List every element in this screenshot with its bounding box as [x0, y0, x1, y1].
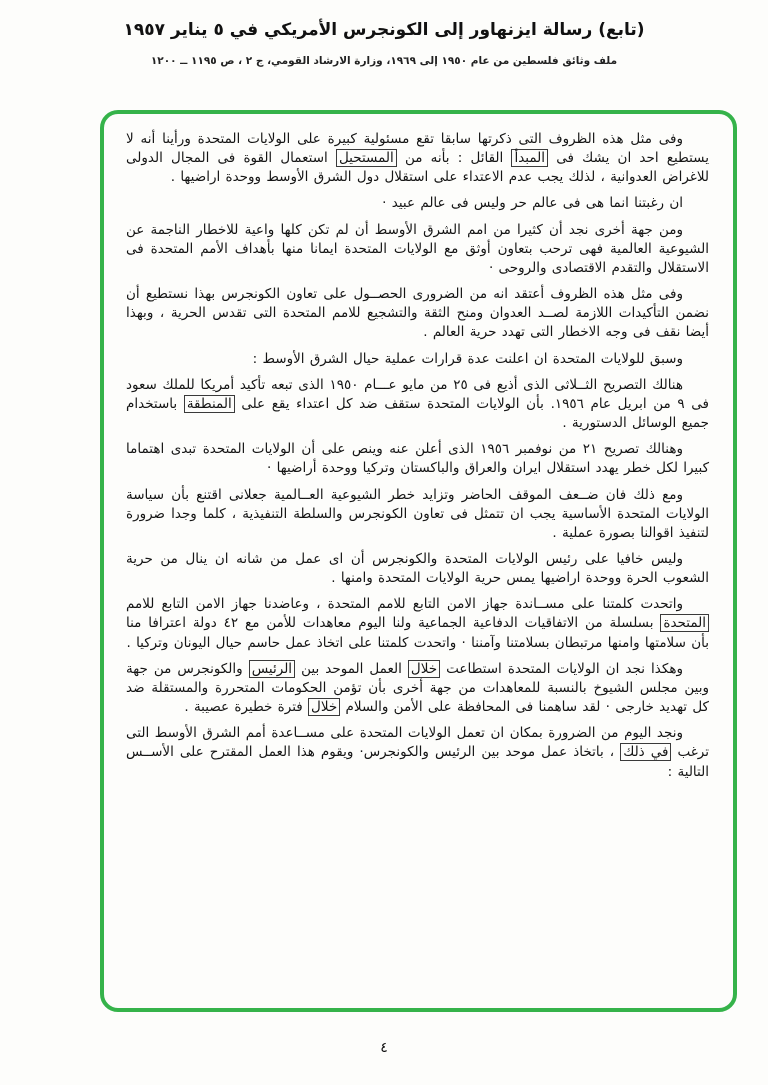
paragraph-text: استعمال القوة فى المجال الدولى للاغراض العدوانية ، لذلك يجب عدم الاعتداء على استقلال دول الشرق الأوسط ووحدة اراضيها . — [126, 150, 709, 186]
paragraph-text: بسلسلة من الاتفاقيات الدفاعية الجماعية ولنا اليوم معاهدات للأمن مع ٤٢ دولة اعترافا منا بأن سلامتها وامنها مرتبطان بسلامتنا وآمننا · واتحدت كلمتنا على اتخاذ عمل حاسم حيال اليونان وتركيا . — [126, 615, 709, 651]
paragraph-text: واتحدت كلمتنا على مســاندة جهاز الامن التابع للامم المتحدة ، وعاضدنا جهاز الامن التابع للامم — [126, 596, 683, 613]
paragraph — [126, 724, 709, 781]
paragraph-text: هنالك التصريح الثــلاثى الذى أذيع فى ٢٥ من مايو عـــام ١٩٥٠ الذى تبعه تأكيد أمريكا للملك سعود فى ٩ من ابريل عام ١٩٥٦. بأن الولايات المتحدة ستقف ضد كل اعتداء يقع على — [126, 376, 709, 412]
paragraph-text: ومع ذلك فان ضــعف الموقف الحاضر وتزايد خطر الشيوعية العــالمية جعلانى اقتنع بأن سياسة الولايات المتحدة الأساسية يجب ان تتمثل فى تعاون الكونجرس والسلطة التنفيذية ، كلما وجدا ضرورة لتنفيذ اقوالنا بصورة عملية . — [126, 486, 709, 541]
document-source-line: ملف وثائق فلسطين من عام ١٩٥٠ إلى ١٩٦٩، وزارة الارشاد القومي، ج ٢ ، ص ١١٩٥ ــ ١٢٠٠ — [150, 55, 618, 67]
paragraph-text: وفى مثل هذه الظروف التى ذكرتها سابقا تقع مسئولية كبيرة على الولايات المتحدة ورأينا أنه لا يستطيع احد ان يشك فى — [126, 131, 709, 167]
paragraph — [126, 285, 709, 342]
paragraph — [126, 130, 709, 187]
paragraph — [126, 194, 709, 213]
page-number: ٤ — [380, 1040, 388, 1056]
paragraph-text: ومن جهة أخرى نجد أن كثيرا من امم الشرق الأوسط أن لم تكن كلها واعية للاخطار الناجمة عن الشيوعية العالمية فهى ترحب بتعاون أوثق مع الولايات المتحدة ايمانا منها بأهداف الأمم المتحدة فى الاستقلال والتقدم الاقتصادى والروحى · — [126, 221, 709, 276]
boxed-word: في ذلك — [620, 743, 671, 761]
boxed-word: المستحيل — [336, 149, 397, 167]
document-frame — [100, 110, 737, 1012]
paragraph — [126, 221, 709, 278]
paragraph — [126, 550, 709, 588]
boxed-word: الرئيس — [249, 660, 295, 678]
boxed-word: خلال — [408, 660, 440, 678]
paragraph-text: وسبق للولايات المتحدة ان اعلنت عدة قرارات عملية حيال الشرق الأوسط : — [252, 350, 683, 367]
paragraph-text: والكونجرس من جهة وبين مجلس الشيوخ بالنسبة للمعاهدات من جهة أخرى بأن تؤمن الحكومات المتحررة والمستقلة ضد كل تهديد خارجى · لقد ساهمنا فى المحافظة على الأمن والسلام — [126, 660, 709, 716]
paragraph — [126, 660, 709, 717]
paragraph-text: باستخدام جميع الوسائل الدستورية . — [126, 395, 709, 432]
paragraph — [126, 440, 709, 478]
paragraph-text: العمل الموحد بين — [295, 660, 408, 677]
paragraph-text: ، باتخاذ عمل موحد بين الرئيس والكونجرس· ويقوم هذا العمل المقترح على الأســس التالية : — [126, 744, 709, 780]
paragraph — [126, 486, 709, 543]
boxed-word: خلال — [308, 698, 340, 716]
paragraph-text: ان رغبتنا انما هى فى عالم حر وليس فى عالم عبيد · — [382, 195, 683, 212]
paragraph-text: وفى مثل هذه الظروف أعتقد انه من الضرورى الحصــول على تعاون الكونجرس بهذا نستطيع أن نضمن التأكيدات اللازمة لصــد العدوان ومنح الثقة والتشجيع للامم المتحدة التى تقدس الحرية ، وبهذا أيضا نقف فى وجه الاخطار التى تهدد حرية العالم . — [126, 286, 709, 341]
document-paragraphs — [126, 130, 709, 782]
paragraph-text: وهكذا نجد ان الولايات المتحدة استطاعت — [440, 660, 683, 677]
boxed-word: المنطقة — [184, 395, 235, 413]
paragraph — [126, 350, 709, 369]
paragraph-text: وهنالك تصريح ٢١ من نوفمبر ١٩٥٦ الذى أعلن عنه وينص على أن الولايات المتحدة تبدى اهتماما كبيرا لكل خطر يهدد استقلال ايران والعراق والباكستان وتركيا ووحدة أراضيها · — [126, 441, 709, 477]
paragraph-text: القائل : بأنه من — [396, 150, 512, 167]
boxed-word: المتحدة — [660, 614, 709, 632]
boxed-word: المبدأ — [511, 149, 548, 167]
paragraph-text: وليس خافيا على رئيس الولايات المتحدة والكونجرس أن اى عمل من شانه ان ينال من حرية الشعوب الحرة ووحدة اراضيها يمس حرية الولايات المتحدة وامنها . — [126, 550, 709, 587]
document-title: (تابع) رسالة ايزنهاور إلى الكونجرس الأمريكي في ٥ يناير ١٩٥٧ — [123, 20, 645, 40]
paragraph-text: فترة خطيرة عصيبة . — [184, 699, 309, 716]
paragraph-text: ونجد اليوم من الضرورة بمكان ان تعمل الولايات المتحدة على مســاعدة أمم الشرق الأوسط التى ترغب — [126, 725, 709, 761]
paragraph — [126, 376, 709, 433]
paragraph — [126, 595, 709, 652]
